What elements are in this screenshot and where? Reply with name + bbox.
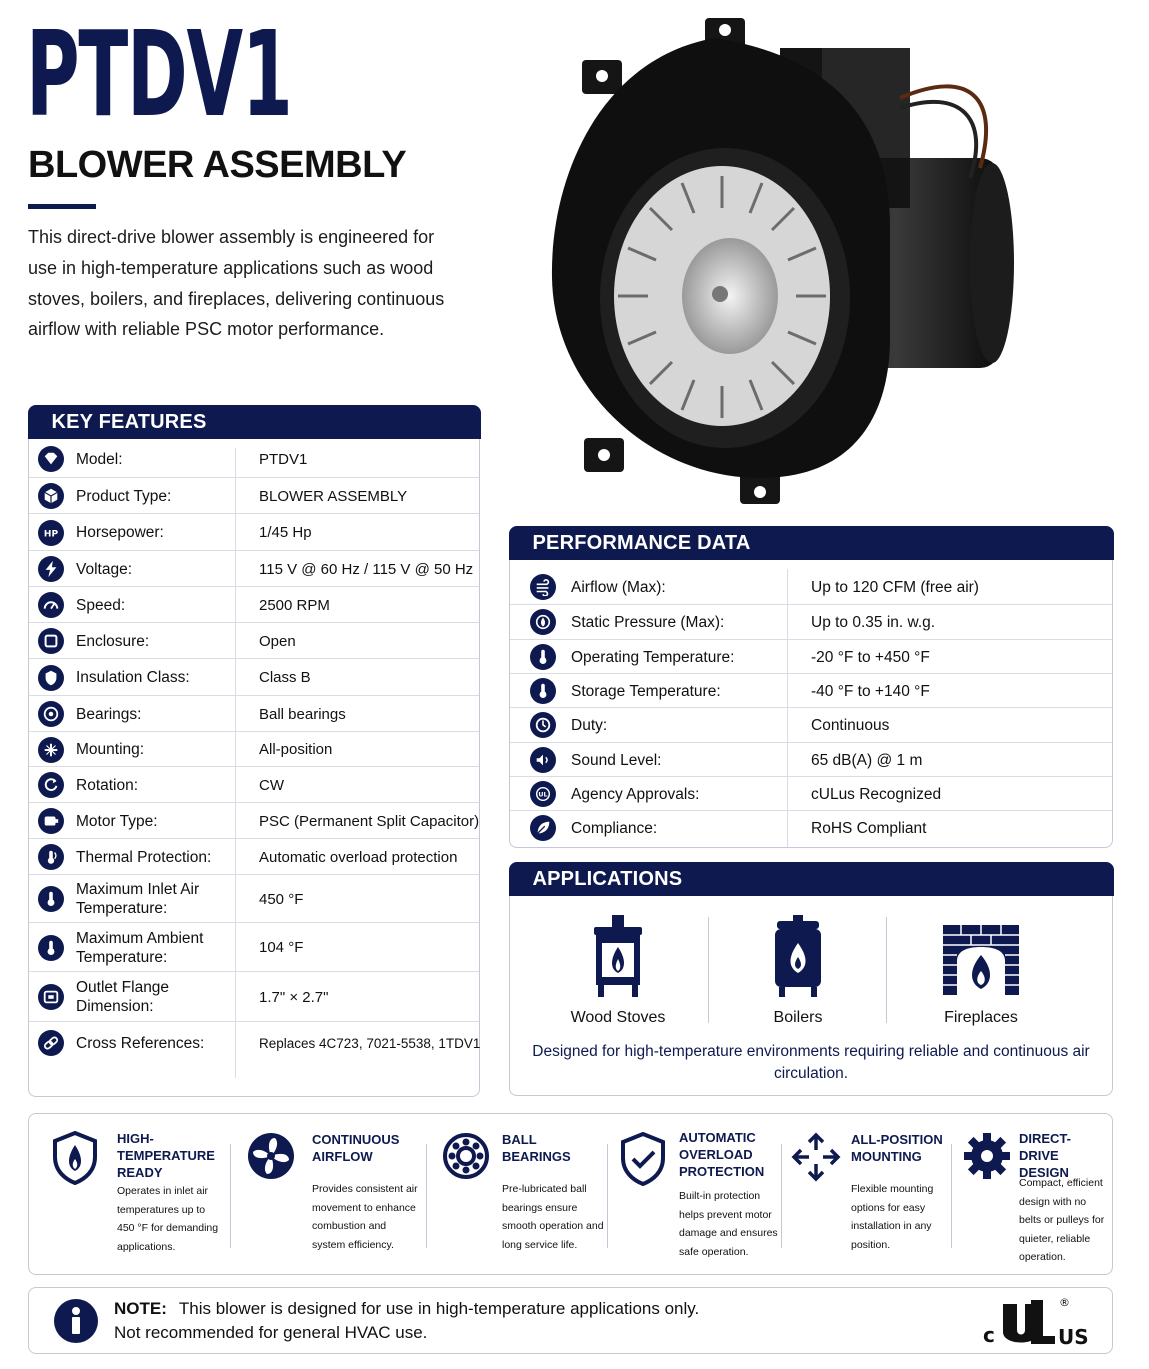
airflow-icon-badge [530,574,556,600]
fireplace-icon [943,925,1019,995]
enclosure-icon-badge [38,628,64,654]
ul-icon [534,785,552,803]
rotation-icon [42,776,60,794]
key-feature-label: Bearings: [76,705,142,723]
performance-label: Compliance: [571,820,658,838]
thermometer-icon [42,939,60,957]
performance-row [510,742,1112,776]
key-feature-label: Horsepower: [76,524,164,541]
title-rule [28,204,96,209]
feature-title: HIGH-TEMPERATURE READY [117,1131,215,1180]
key-feature-value: Open [259,632,296,650]
page-title: PTDV1 [26,5,292,143]
note-label: NOTE: [114,1299,167,1318]
performance-row [510,707,1112,741]
application-label: Wood Stoves [570,1009,666,1026]
performance-value: 65 dB(A) @ 1 m [811,751,923,769]
applications-heading: APPLICATIONS [509,862,1114,896]
feature-title: BALL BEARINGS [502,1132,571,1164]
note-panel [28,1287,1113,1354]
wood-stove-icon [590,915,646,999]
feature-description: Operates in inlet air temperatures up to 450 °F for demanding applications. [117,1185,219,1253]
key-feature-value: PSC (Permanent Split Capacitor) [259,812,480,830]
key-feature-value: PTDV1 [259,450,308,468]
performance-value: Up to 0.35 in. w.g. [811,614,936,632]
key-features-row [29,971,479,1021]
bearing-icon [42,705,60,723]
note-line-1 [114,1299,699,1319]
motor-icon [42,812,60,830]
key-feature-label: Cross References: [76,1034,205,1052]
applications-panel [509,862,1113,1096]
ul-prefix: c [983,1323,995,1347]
key-features-row [29,550,479,586]
key-feature-label: Enclosure: [76,632,150,650]
clock-icon [534,716,552,734]
fan-icon [247,1132,295,1180]
leaf-icon [534,819,552,837]
enclosure-icon [42,632,60,650]
key-feature-label: Thermal Protection: [76,848,212,866]
cul-us-mark-icon [979,1292,1094,1350]
performance-label: Agency Approvals: [571,785,700,803]
performance-value: RoHS Compliant [811,820,927,838]
ul-suffix: US [1058,1325,1089,1349]
feature-high-temperature [29,1114,229,1274]
key-feature-label: Insulation Class: [76,669,190,686]
link-icon [42,1034,60,1052]
performance-label: Operating Temperature: [571,648,735,666]
speedometer-icon [42,596,60,614]
feature-direct-drive [953,1114,1113,1274]
speedometer-icon-badge [38,592,64,618]
key-feature-value: 2500 RPM [259,596,330,614]
key-feature-value: 115 V @ 60 Hz / 115 V @ 50 Hz [259,560,474,578]
ul-icon-badge [530,781,556,807]
feature-description: Provides consistent air movement to enhance combustion and system efficiency. [312,1183,418,1251]
applications-note: Designed for high-temperature environments requiring reliable and continuous air circulation. [532,1043,1090,1082]
feature-ball-bearings [428,1114,608,1274]
performance-value: Continuous [811,717,890,735]
feature-continuous-airflow [232,1114,432,1274]
performance-label: Sound Level: [571,751,662,769]
key-feature-value: 1.7" × 2.7" [259,988,329,1006]
key-features-row [29,513,479,550]
box-icon [42,487,60,505]
feature-separator [230,1144,231,1248]
thermometer-icon-badge [38,886,64,912]
diamond-icon-badge [38,446,64,472]
feature-overload-protection [609,1114,789,1274]
info-icon [54,1299,98,1343]
gear-icon [963,1132,1011,1180]
performance-value: -20 °F to +450 °F [811,648,930,666]
feature-separator [951,1144,952,1248]
key-feature-value: BLOWER ASSEMBLY [259,487,408,505]
key-feature-value: Replaces 4C723, 7021-5538, 1TDV1 [259,1035,481,1051]
performance-label: Static Pressure (Max): [571,614,725,632]
key-features-heading: KEY FEATURES [28,405,481,439]
key-feature-value: 104 °F [259,939,304,956]
performance-row [510,776,1112,810]
key-features-row [29,1021,479,1063]
thermometer-icon-badge [530,678,556,704]
note-line-2: Not recommended for general HVAC use. [114,1323,428,1342]
performance-row [510,604,1112,638]
key-features-row [29,622,479,658]
feature-all-position-mounting [783,1114,953,1274]
feature-title: ALL-POSITION MOUNTING [851,1132,943,1164]
performance-value: Up to 120 CFM (free air) [811,579,979,596]
feature-title: CONTINUOUS AIRFLOW [312,1132,400,1164]
box-icon-badge [38,483,64,509]
key-feature-value: Ball bearings [259,705,346,723]
performance-data-panel [509,526,1113,848]
key-feature-value: 1/45 Hp [259,524,312,541]
bolt-icon [42,560,60,578]
bearing-icon-badge [38,701,64,727]
gauge-icon [534,613,552,631]
key-feature-label: Outlet Flange Dimension: [76,979,170,1015]
key-features-row [29,874,479,922]
shield-check-icon [619,1132,667,1186]
application-label: Boilers [773,1009,823,1026]
performance-label: Duty: [571,717,608,735]
key-features-row [29,658,479,695]
feature-description: Flexible mounting options for easy installation in any position. [851,1183,934,1251]
performance-row [510,570,1112,604]
key-feature-value: CW [259,776,284,794]
key-features-row [29,477,479,513]
performance-row [510,810,1112,844]
speaker-icon-badge [530,747,556,773]
feature-title: AUTOMATIC OVERLOAD PROTECTION [679,1130,765,1179]
feature-description: Compact, efficient design with no belts or pulleys for quieter, reliable operation. [1019,1177,1105,1263]
mounting-icon [42,741,60,759]
key-feature-label: Product Type: [76,487,172,505]
key-feature-label: Voltage: [76,560,133,578]
shield-icon-badge [38,665,64,691]
key-features-row [29,838,479,874]
motor-icon-badge [38,808,64,834]
key-features-row [29,731,479,766]
key-features-row [29,802,479,838]
thermometer-icon [42,890,60,908]
thermometer-icon [534,648,552,666]
diamond-icon [42,450,60,468]
application-boilers [708,913,888,1026]
svg-text:HP: HP [43,529,59,540]
application-separator [886,917,887,1023]
key-feature-label: Rotation: [76,776,139,794]
gauge-icon-badge [530,609,556,635]
hp-icon-badge [38,520,64,546]
speaker-icon [534,751,552,769]
key-feature-value: Automatic overload protection [259,848,458,866]
key-feature-label: Maximum Ambient Temperature: [76,929,204,966]
flange-icon-badge [38,984,64,1010]
clock-icon-badge [530,712,556,738]
key-feature-label: Motor Type: [76,812,158,830]
feature-separator [781,1144,782,1248]
thermometer-icon-badge [38,935,64,961]
feature-description: Pre-lubricated ball bearings ensure smooth operation and long service life. [502,1183,604,1251]
performance-value: cULus Recognized [811,785,942,803]
application-fireplaces [891,913,1071,1026]
key-feature-value: All-position [259,741,333,758]
key-feature-value: 450 °F [259,890,304,908]
feature-description: Built-in protection helps prevent motor damage and ensures safe operation. [679,1190,778,1258]
key-feature-label: Mounting: [76,741,145,758]
performance-value: -40 °F to +140 °F [811,682,930,700]
flange-icon [42,988,60,1006]
blower-product-image [540,8,1020,513]
thermometer-icon-badge [530,644,556,670]
bearing-icon [442,1132,490,1180]
ul-registered: ® [1059,1296,1070,1309]
rotation-icon-badge [38,772,64,798]
key-features-row [29,695,479,731]
performance-label: Airflow (Max): [571,579,666,596]
move-arrows-icon [791,1132,841,1182]
feature-separator [607,1144,608,1248]
key-features-row [29,766,479,802]
bolt-icon-badge [38,556,64,582]
boiler-icon [773,915,823,999]
feature-title: DIRECT-DRIVE DESIGN [1019,1131,1071,1180]
mounting-icon-badge [38,737,64,763]
shield-icon [42,669,60,687]
features-strip [28,1113,1113,1275]
thermal-icon [42,848,60,866]
key-features-row [29,441,479,477]
performance-row [510,639,1112,673]
application-wood-stoves [528,913,708,1026]
leaf-icon-badge [530,815,556,841]
key-feature-label: Maximum Inlet Air Temperature: [76,881,200,917]
key-feature-label: Speed: [76,596,126,614]
airflow-icon [534,578,552,596]
thermal-icon-badge [38,844,64,870]
key-feature-value: Class B [259,669,311,686]
key-features-row [29,922,479,971]
note-text: This blower is designed for use in high-temperature applications only. [178,1299,700,1318]
intro-paragraph: This direct-drive blower assembly is engineered for use in high-temperature applications such as wood stoves, boilers, and fireplaces, delivering continuous airflow with reliable PSC motor performance. [28,227,445,340]
performance-label: Storage Temperature: [571,682,721,700]
performance-row [510,673,1112,707]
link-icon-badge [38,1030,64,1056]
svg-text:UL: UL [538,791,548,799]
application-label: Fireplaces [944,1009,1018,1026]
key-feature-label: Model: [76,450,123,468]
thermometer-icon [534,682,552,700]
page-subtitle: BLOWER ASSEMBLY [28,144,407,186]
shield-flame-icon [51,1131,99,1185]
feature-separator [426,1144,427,1248]
key-features-panel [28,405,480,1097]
key-features-row [29,586,479,622]
performance-data-heading: PERFORMANCE DATA [509,526,1114,560]
hp-icon [42,524,60,542]
